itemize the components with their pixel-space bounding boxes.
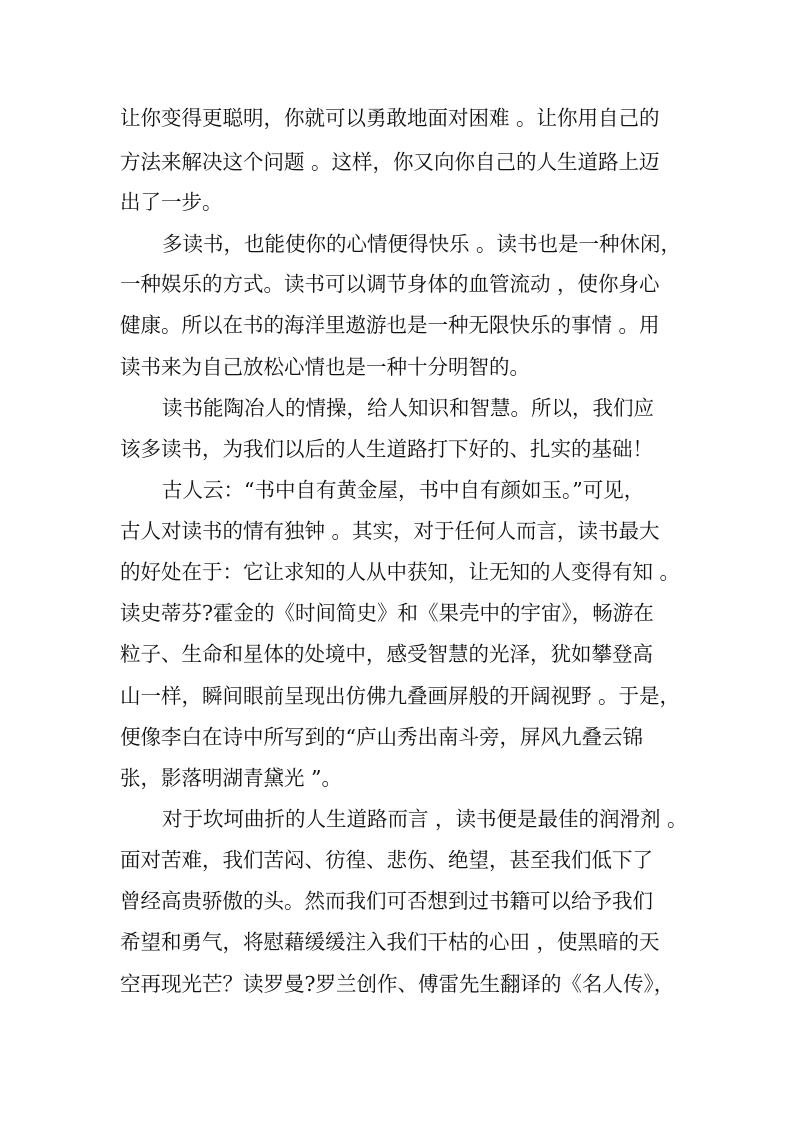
text-line: 该多读书，为我们以后的人生道路打下好的、扎实的基础！ — [120, 437, 653, 461]
text-line: 方法来解决这个问题 。这样，你又向你自己的人生道路上迈 — [120, 150, 660, 174]
text-line: 读书来为自己放松心情也是一种十分明智的。 — [120, 355, 530, 379]
text-line: 粒子、生命和星体的处境中，感受智慧的光泽，犹如攀登高 — [120, 642, 653, 666]
text-line: 读史蒂芬?霍金的《时间简史》和《果壳中的宇宙》，畅游在 — [120, 601, 654, 625]
text-line: 一种娱乐的方式。读书可以调节身体的血管流动 ，使你身心 — [120, 272, 660, 296]
text-line: 健康。所以在书的海洋里遨游也是一种无限快乐的事情 。用 — [120, 313, 660, 337]
text-line: 让你变得更聪明，你就可以勇敢地面对困难 。让你用自己的 — [120, 106, 660, 130]
text-line: 多读书，也能使你的心情便得快乐 。读书也是一种休闲， — [162, 232, 682, 256]
text-line: 面对苦难，我们苦闷、彷徨、悲伤、绝望，甚至我们低下了 — [120, 848, 653, 872]
text-line: 便像李白在诗中所写到的“庐山秀出南斗旁，屏风九叠云锦 — [120, 725, 643, 749]
text-line: 曾经高贵骄傲的头。然而我们可否想到过书籍可以给予我们 — [120, 889, 653, 913]
text-line: 的好处在于：它让求知的人从中获知，让无知的人变得有知 。 — [120, 560, 681, 584]
text-line: 出了一步。 — [120, 190, 223, 214]
text-line: 空再现光芒？读罗曼?罗兰创作、傅雷先生翻译的《名人传》， — [120, 972, 675, 996]
text-line: 希望和勇气，将慰藉缓缓注入我们干枯的心田 ，使黑暗的天 — [120, 930, 660, 954]
text-line: 山一样，瞬间眼前呈现出仿佛九叠画屏般的开阔视野 。于是， — [120, 684, 681, 708]
text-line: 张，影落明湖青黛光 ”。 — [120, 766, 342, 790]
text-line: 古人对读书的情有独钟 。其实，对于任何人而言，读书最大 — [120, 519, 660, 543]
text-line: 读书能陶冶人的情操，给人知识和智慧。所以，我们应 — [162, 396, 654, 420]
text-line: 古人云：“书中自有黄金屋，书中自有颜如玉。”可见， — [162, 478, 645, 502]
text-line: 对于坎坷曲折的人生道路而言 ，读书便是最佳的润滑剂 。 — [162, 807, 688, 831]
